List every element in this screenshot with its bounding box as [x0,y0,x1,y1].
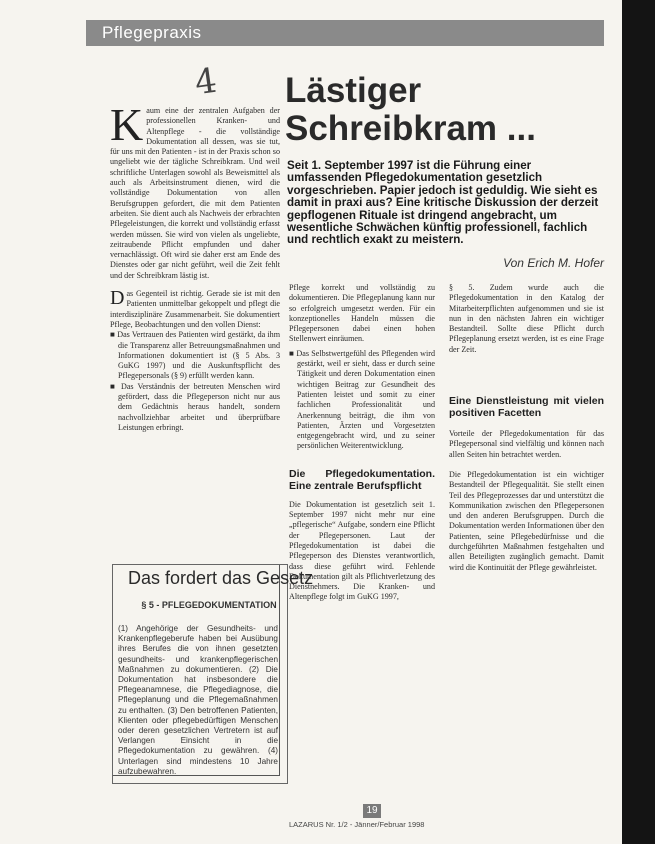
byline: Von Erich M. Hofer [503,256,604,270]
paragraph: Die Dokumentation ist gesetzlich seit 1. September 1997 nicht mehr nur eine „pflegerische“ Aufgabe, sondern eine Pflicht der Pflegepersonen. Laut der Pflegedokumentation ist dabei die Pflegeperson des Dienstes verantwortlich, dass diese geführt wird. Fehlende Dokumentation gilt als Pflichtverletzung des Dienstnehmers. Die Kranken- und Altenpflege folgt im GuKG 1997, [289,499,435,602]
paragraph: Pflege korrekt und vollständig zu dokumentieren. Die Pflegeplanung kann nur so erfolgreich umgesetzt werden. Für ein konzeptionelles Handeln müssen die Pflegepersonen dabei einen hohen Stellenwert einräumen. [289,283,435,344]
drop-cap: K [110,106,144,150]
paragraph-text: aum eine der zentralen Aufgaben der professionellen Kranken- und Altenpflege - die vollständige Dokumentation all dessen, was sie tut, für uns mit den Patienten - ist in der Praxis schon so ungeliebt wie der tägliche Schreibkram. Und weil schriftliche Unterlagen sowohl als Beweismittel als auch als Arbeitsinstrument dienen, wird die vollständige Dokumentation von allen Berufsgruppen gefordert, die mit dem Patienten arbeiten. Sie dient auch als Nachweis der erbrachten Pflegeleistungen, die korrekt und vollständig erfasst werden müssen. Sie wird von vielen als ungeliebte, zeitraubende Pflicht empfunden und daher vernachlässigt. Oft wird sie daher erst am Ende des Dienstes oder gar nicht geführt, weil die Zeit fehlt und der Schreibkram lästig ist. [110,106,280,280]
journal-footer: LAZARUS Nr. 1/2 - Jänner/Februar 1998 [289,820,425,829]
paragraph [110,289,280,330]
scan-dark-edge [622,0,655,844]
bullet-item: ■ Das Selbstwertgefühl des Pflegenden wird gestärkt, weil er sieht, dass er durch seine Tätigkeit und deren Dokumentation einen wichtigen Beitrag zur Gesundheit des Patienten leistet und somit zu einer fachlichen Professionalität und Anerkennung beiträgt, die ihm von Patienten, Ärzten und Vorgesetzten entgegengebracht wird, und zu seiner persönlichen Weiterentwicklung. [289,348,435,451]
law-box-title: Das fordert das Gesetz [128,568,314,588]
paragraph: Die Pflegedokumentation ist ein wichtiger Bestandteil der Pflegequalität. Sie stellt einen Teil des Pflegeprozesses dar und unterstützt die Kommunikation zwischen den Pflegepersonen und den anderen Berufsgruppen. Durch die Dokumentation werden Informationen über den Patienten, seine Pflegebedürfnisse und die durchgeführten Maßnahmen festgehalten und allen Beteiligten zugänglich gemacht. Damit wird die Kontinuität der Pflege gewährleistet. [449,469,604,572]
page-number: 19 [363,804,381,818]
paragraph-text: as Gegenteil ist richtig. Gerade sie ist mit den Patienten unmittelbar gekoppelt und pflegt die interdisziplinäre Zusammenarbeit. Sie dokumentiert Pflege, Beobachtungen und den vollen Dienst: [110,289,280,329]
subheading: Eine Dienstleistung mit vielen positiven Facetten [449,395,604,420]
law-box-subtitle: § 5 - PFLEGEDOKUMENTATION [141,600,277,610]
paragraph [110,106,280,281]
headline-line-2: Schreibkram ... [285,109,536,148]
column-1 [110,106,280,551]
column-2 [289,283,435,798]
column-3 [449,283,604,798]
subheading: Die Pflegedokumentation. Eine zentrale Berufspflicht [289,467,435,492]
law-box-text: (1) Angehörige der Gesundheits- und Krankenpflegeberufe haben bei Ausübung ihres Berufes die von ihnen gesetzten gesundheits- und krankenpflegerischen Maßnahmen zu dokumentieren. (2) Die Dokumentation hat insbesondere die Pflegeanamnese, die Pflegediagnose, die Pflegeplanung und die Pflegemaßnahmen zu enthalten. (3) Den betroffenen Patienten, Klienten oder pflegebedürftigen Menschen oder deren gesetzlichen Vertretern ist auf Verlangen Einsicht in die Pflegedokumentation zu gewähren. (4) Unterlagen sind mindestens 10 Jahre aufzubewahren. [118,624,278,776]
article-headline [285,72,536,148]
bullet-item: ■ Das Verständnis der betreuten Menschen wird gefördert, dass die Pflegeperson nicht nur aus dem Gedächtnis heraus handelt, sondern nachvollziehbar arbeitet und überprüfbare Leistungen erbringt. [110,381,280,432]
paragraph: § 5. Zudem wurde auch die Pflegedokumentation in den Katalog der Mitarbeiterpflichten aufgenommen und sie ist nun in den nächsten Jahren ein wichtiger Bestandteil. Sollte diese Pflicht durch Pflegeplanung ersetzt werden, ist es eine Frage der Zeit. [449,283,604,354]
article-lead: Seit 1. September 1997 ist die Führung einer umfassenden Pflegedokumentation gesetzlich vorgeschrieben. Papier jedoch ist geduldig. Wie sieht es damit in praxi aus? Eine kritische Diskussion der derzeit gepflogenen Rituale ist dringend angebracht, um wesentliche Schwächen künftig professionell, fachlich und rechtlich exakt zu meistern. [287,159,599,247]
drop-cap: D [110,287,125,310]
headline-line-1: Lästiger [285,71,422,110]
paragraph: Vorteile der Pflegedokumentation für das Pflegepersonal sind vielfältig und können nach allen Seiten hin betrachtet werden. [449,429,604,459]
bullet-text: Das Selbstwertgefühl des Pflegenden wird gestärkt, weil er sieht, dass er durch seine Tätigkeit und deren Dokumentation einen wichtigen Beitrag zur Gesundheit des Patienten leistet und somit zu einer fachlichen Professionalität und Anerkennung beiträgt, die ihm von Patienten, Ärzten und Vorgesetzten entgegengebracht wird, und zu seiner persönlichen Weiterentwicklung. [296,348,435,451]
handwritten-mark: 4 [192,60,220,104]
section-band [86,20,604,46]
section-label: Pflegepraxis [102,23,202,42]
bullet-text: Das Vertrauen des Patienten wird gestärkt, da ihm die Transparenz aller Betreuungsmaßnahmen und Informationen dokumentiert ist (§ 5 Abs. 3 GuKG 1997) und die Auskunftspflicht des Pflegepersonals (§ 9) erfüllt werden kann. [117,330,280,381]
bullet-text: Das Verständnis der betreuten Menschen wird gefördert, dass die Pflegeperson nicht nur aus dem Gedächtnis heraus handelt, sondern nachvollziehbar arbeitet und überprüfbare Leistungen erbringt. [118,381,280,432]
bullet-item: ■ Das Vertrauen des Patienten wird gestärkt, da ihm die Transparenz aller Betreuungsmaßnahmen und Informationen dokumentiert ist (§ 5 Abs. 3 GuKG 1997) und die Auskunftspflicht des Pflegepersonals (§ 9) erfüllt werden kann. [110,330,280,381]
